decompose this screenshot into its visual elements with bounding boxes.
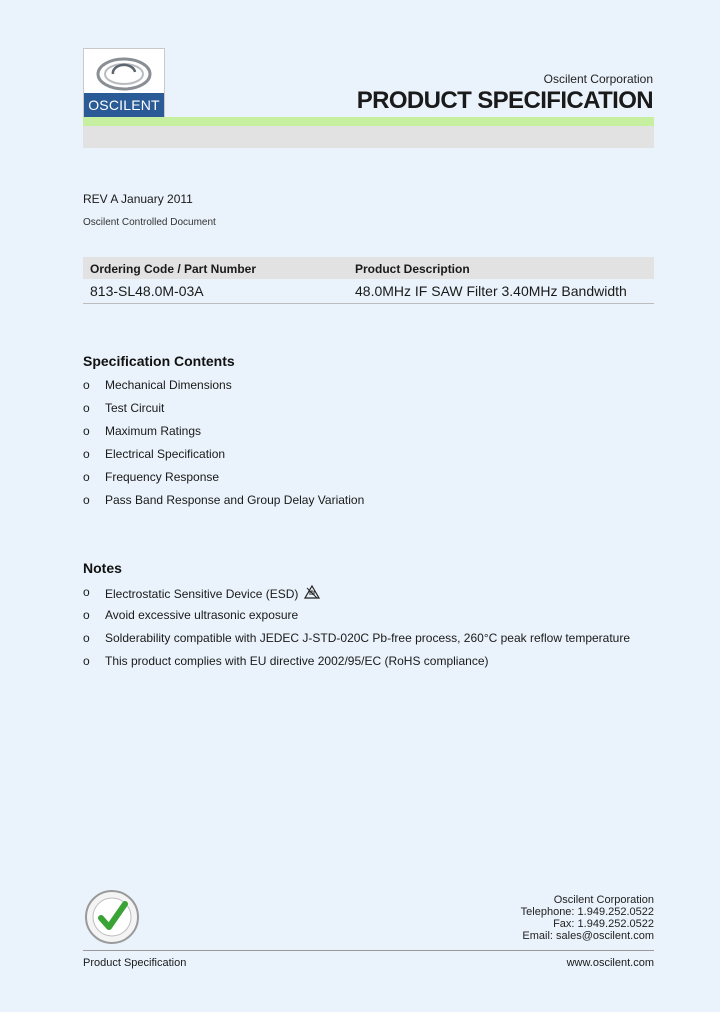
bullet-mark: o [83, 424, 90, 438]
esd-hand-icon [304, 585, 320, 601]
logo-ring-icon [93, 53, 155, 93]
bullet-mark: o [83, 631, 90, 645]
controlled-document-text: Oscilent Controlled Document [83, 217, 216, 228]
part-table-header [83, 257, 654, 279]
contents-heading: Specification Contents [83, 353, 235, 369]
list-item: o Electrical Specification [83, 447, 226, 461]
bullet-mark: o [83, 654, 90, 668]
notes-list [83, 585, 630, 677]
footer-contact [521, 894, 654, 942]
weee-rohs-compliant-icon [84, 889, 140, 945]
bullet-mark: o [83, 447, 90, 461]
list-item: o Test Circuit [83, 401, 165, 415]
list-item: o This product complies with EU directive 2002/95/EC (RoHS compliance) [83, 654, 489, 668]
list-item: o Pass Band Response and Group Delay Variation [83, 493, 365, 507]
footer-doc-label: Product Specification [83, 957, 187, 969]
bullet-mark: o [83, 378, 90, 392]
notes-heading: Notes [83, 560, 122, 576]
footer-fax: Fax: 1.949.252.0522 [553, 918, 654, 930]
logo-wordmark: OSCILENT [84, 93, 164, 117]
part-table-row [83, 279, 654, 303]
list-item: o Solderability compatible with JEDEC J-STD-020C Pb-free process, 260°C peak reflow temperature [83, 631, 631, 645]
header-green-bar [83, 117, 654, 126]
col-header-description: Product Description [355, 262, 470, 276]
header-grey-bar [83, 126, 654, 148]
list-item: o Maximum Ratings [83, 424, 202, 438]
list-item: o Frequency Response [83, 470, 220, 484]
footer-email: Email: sales@oscilent.com [522, 930, 654, 942]
bullet-mark: o [83, 470, 90, 484]
footer-website-link[interactable]: www.oscilent.com [566, 957, 654, 969]
header-company: Oscilent Corporation [543, 72, 653, 86]
list-item: o Mechanical Dimensions [83, 378, 232, 392]
revision-text: REV A January 2011 [83, 192, 193, 206]
footer-telephone: Telephone: 1.949.252.0522 [520, 906, 654, 918]
part-number: 813-SL48.0M-03A [90, 283, 204, 299]
bullet-mark: o [83, 608, 90, 622]
contents-list [83, 378, 364, 516]
list-item: o Avoid excessive ultrasonic exposure [83, 608, 299, 622]
part-table [83, 257, 654, 304]
company-logo [83, 48, 165, 118]
part-table-divider [83, 303, 654, 304]
col-header-part-number: Ordering Code / Part Number [90, 262, 257, 276]
bullet-mark: o [83, 401, 90, 415]
part-description: 48.0MHz IF SAW Filter 3.40MHz Bandwidth [355, 283, 627, 299]
list-item: o Electrostatic Sensitive Device (ESD) [83, 585, 630, 608]
bullet-mark: o [83, 585, 90, 599]
bullet-mark: o [83, 493, 90, 507]
footer-company: Oscilent Corporation [553, 894, 654, 906]
footer-divider [83, 950, 654, 951]
page-title: PRODUCT SPECIFICATION [356, 87, 653, 114]
